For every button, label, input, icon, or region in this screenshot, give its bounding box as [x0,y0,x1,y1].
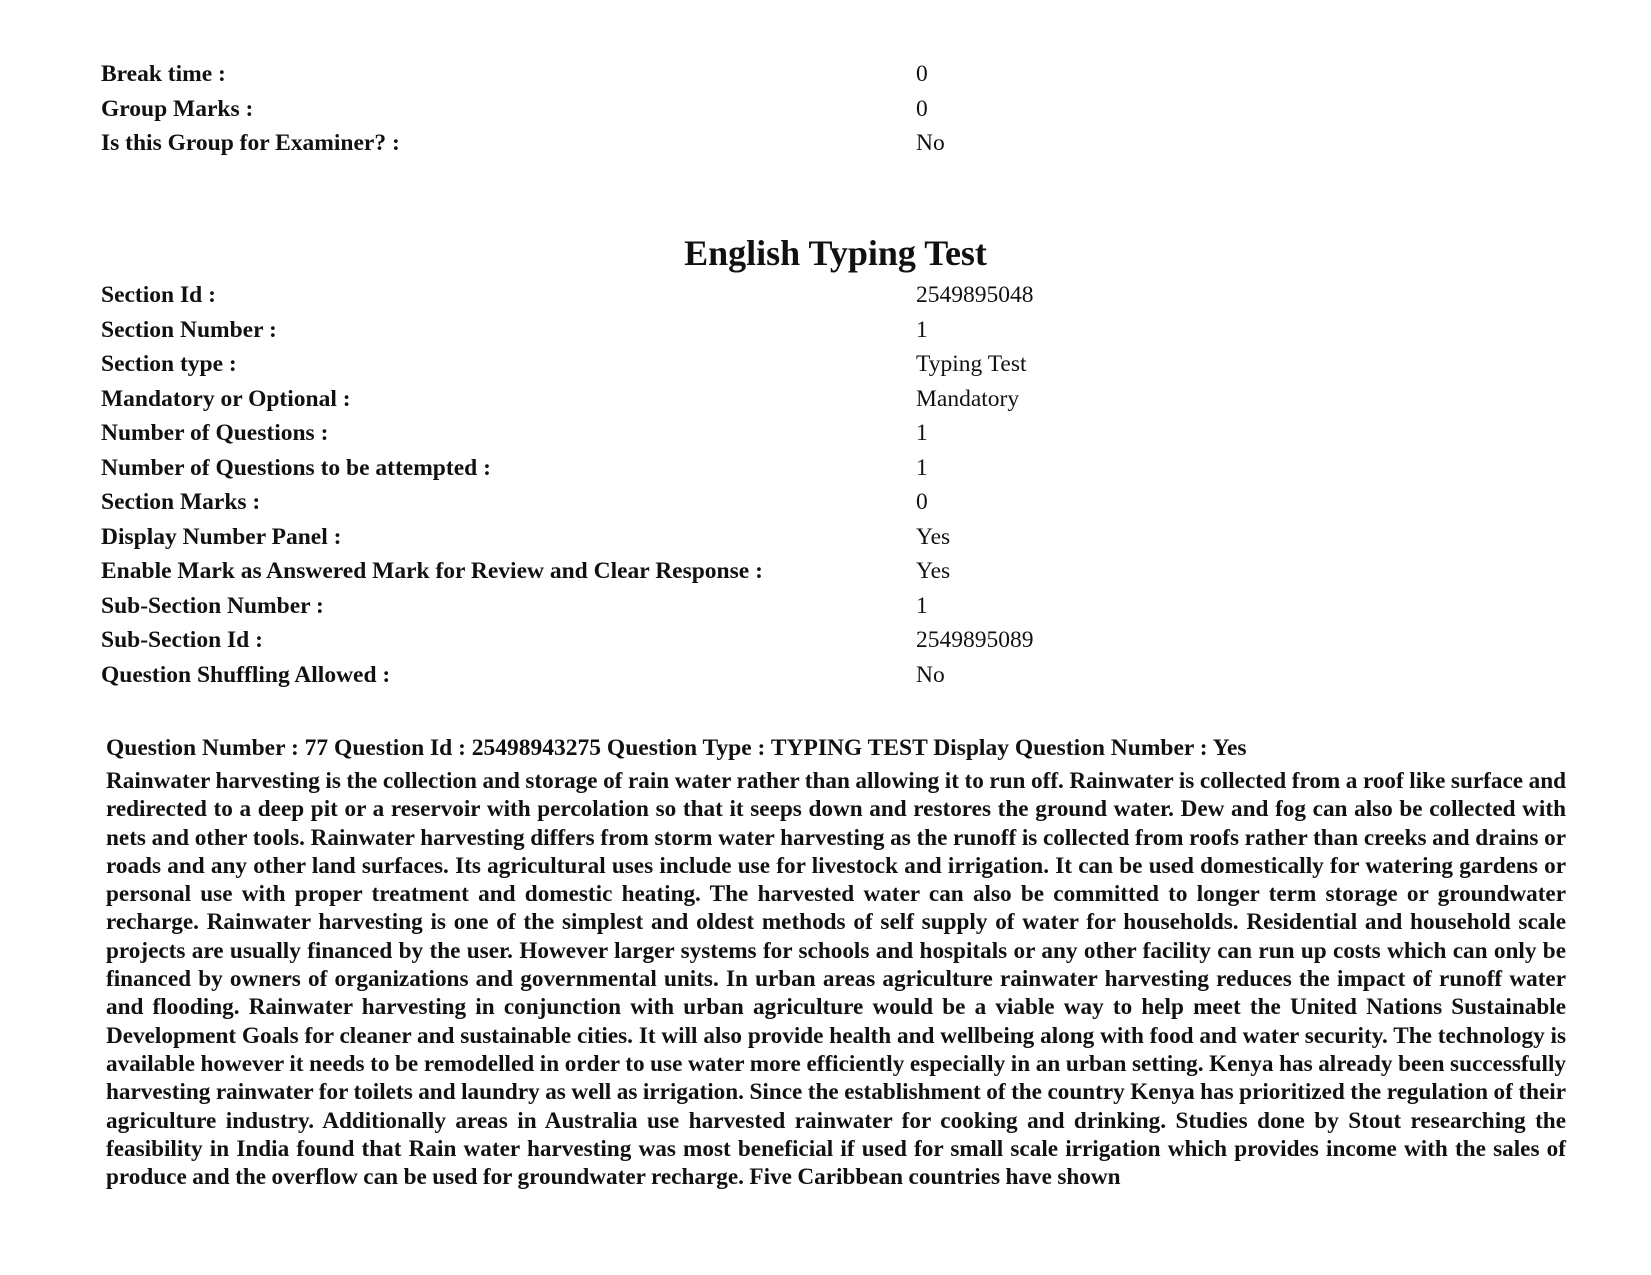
field-value: No [916,661,945,688]
field-label: Number of Questions : [101,420,329,446]
kv-row-section-type [101,347,1551,382]
field-label: Number of Questions to be attempted : [101,454,491,481]
field-label: Question Shuffling Allowed : [101,661,391,688]
field-value: 0 [916,95,928,122]
kv-row-number-of-questions [101,416,1551,451]
field-label: Sub-Section Number : [101,592,324,619]
field-label: Section type : [101,351,237,377]
question-header: Question Number : 77 Question Id : 25498943275 Question Type : TYPING TEST Display Question Number : Yes [106,735,1247,761]
kv-row-mandatory-or-optional [101,382,1551,417]
field-value: 0 [916,61,928,87]
field-value: 2549895089 [916,627,1034,653]
kv-row-sub-section-number [101,589,1551,624]
kv-row-enable-mark-answered [101,554,1551,589]
kv-row-display-number-panel [101,520,1551,555]
kv-row-break-time [101,57,1551,92]
field-label: Section Number : [101,316,277,343]
field-value: 1 [916,592,928,619]
field-label: Break time : [101,61,226,87]
field-label: Group Marks : [101,95,254,122]
field-value: 2549895048 [916,282,1034,308]
kv-row-section-id [101,278,1551,313]
field-value: 1 [916,454,928,481]
kv-row-questions-to-attempt [101,451,1551,486]
field-value: 1 [916,316,928,343]
kv-row-group-marks [101,92,1551,127]
field-value: 0 [916,489,928,515]
field-value: Yes [916,523,951,550]
kv-row-section-number [101,313,1551,348]
field-label: Mandatory or Optional : [101,385,351,412]
field-label: Is this Group for Examiner? : [101,130,400,156]
field-value: 1 [916,420,928,446]
field-label: Display Number Panel : [101,523,342,550]
kv-row-sub-section-id [101,623,1551,658]
group-info-table [101,57,1551,161]
question-passage: Rainwater harvesting is the collection and storage of rain water rather than allowing it to run off. Rainwater is collected from a roof like surface and redirected to a deep pit or a reservoir with percolation so that it seeps down and restores the ground water. Dew and fog can also be collected with nets and other tools. Rainwater harvesting differs from storm water harvesting as the runoff is collected from roofs rather than creeks and drains or roads and any other land surfaces. Its agricultural uses include use for livestock and irrigation. It can be used domestically for watering gardens or personal use with proper treatment and domestic heating. The harvested water can also be committed to longer term storage or groundwater recharge. Rainwater harvesting is one of the simplest and oldest methods of self supply of water for households. Residential and household scale projects are usually financed by the user. However larger systems for schools and hospitals or any other facility can run up costs which can only be financed by owners of organizations and governmental units. In urban areas agriculture rainwater harvesting reduces the impact of runoff water and flooding. Rainwater harvesting in conjunction with urban agriculture would be a viable way to help meet the United Nations Sustainable Development Goals for cleaner and sustainable cities. It will also provide health and wellbeing along with food and water security. The technology is available however it needs to be remodelled in order to use water more efficiently especially in an urban setting. Kenya has already been successfully harvesting rainwater for toilets and laundry as well as irrigation. Since the establishment of the country Kenya has prioritized the regulation of their agriculture industry. Additionally areas in Australia use harvested rainwater for cooking and drinking. Studies done by Stout researching the feasibility in India found that Rain water harvesting was most beneficial if used for small scale irrigation which provides income with the sales of produce and the overflow can be used for groundwater recharge. Five Caribbean countries have shown [106,768,1566,1191]
field-value: Mandatory [916,385,1020,412]
section-title: English Typing Test [684,233,987,273]
field-value: Yes [916,558,951,584]
field-label: Enable Mark as Answered Mark for Review and Clear Response : [101,558,763,584]
kv-row-group-for-examiner [101,126,1551,161]
kv-row-question-shuffling [101,658,1551,693]
section-info-table [101,278,1551,692]
field-value: No [916,130,945,156]
field-label: Sub-Section Id : [101,627,263,653]
field-label: Section Marks : [101,489,261,515]
field-value: Typing Test [916,351,1027,377]
field-label: Section Id : [101,282,216,308]
kv-row-section-marks [101,485,1551,520]
